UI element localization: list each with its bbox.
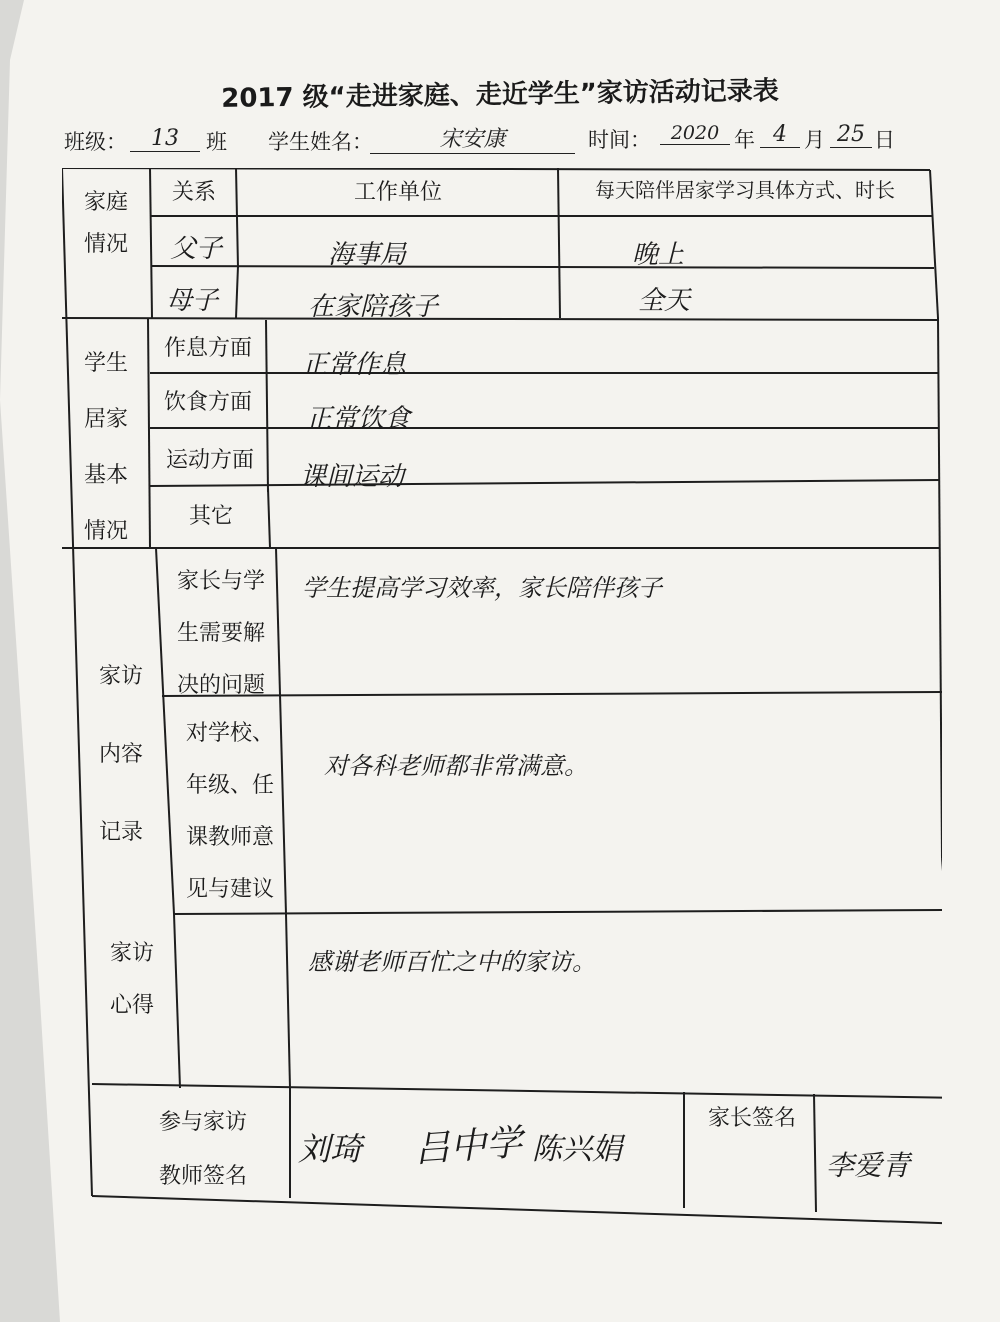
teacher-signature: 吕中学	[412, 1122, 524, 1171]
visit-record-form	[62, 168, 942, 1228]
year-value: 2020	[660, 122, 730, 145]
exercise-label: 运动方面	[165, 448, 254, 473]
relation-value: 父子	[170, 234, 223, 264]
teacher-signature: 刘琦	[298, 1130, 363, 1168]
work-unit-value: 海事局	[328, 240, 407, 270]
exercise-value: 课间运动	[300, 462, 405, 492]
insight-label: 家访 心得	[109, 941, 154, 1018]
insight-value: 感谢老师百忙之中的家访。	[308, 948, 596, 976]
class-suffix: 班	[206, 130, 227, 154]
opinion-label: 对学校、 年级、任 课教师意 见与建议	[185, 721, 274, 902]
visit-section-label: 家访 内容 记录	[98, 664, 143, 845]
routine-label: 作息方面	[163, 336, 252, 361]
relation-value: 母子	[166, 286, 219, 316]
class-label: 班级：	[64, 130, 127, 154]
class-value: 13	[130, 126, 200, 152]
teacher-signature-label: 参与家访 教师签名	[158, 1110, 247, 1189]
month-value: 4	[760, 122, 800, 148]
parent-signature: 李爱青	[826, 1149, 911, 1182]
problems-value: 学生提高学习效率，家长陪伴孩子	[302, 574, 662, 602]
accompany-method-header: 每天陪伴居家学习具体方式、时长	[595, 178, 895, 202]
family-section-label: 家庭 情况	[83, 190, 128, 257]
form-title: 2017 级“走进家庭、走近学生”家访活动记录表	[221, 76, 780, 114]
opinion-value: 对各科老师都非常满意。	[324, 752, 588, 780]
diet-label: 饮食方面	[163, 390, 252, 415]
other-label: 其它	[188, 504, 233, 529]
day-suffix: 日	[874, 128, 895, 152]
student-name-value: 宋安康	[370, 122, 575, 154]
work-unit-value: 在家陪孩子	[308, 292, 439, 322]
student-name-label: 学生姓名：	[268, 130, 373, 154]
home-section-label: 学生 居家 基本 情况	[83, 351, 128, 544]
accompany-value: 全天	[638, 286, 691, 316]
time-label: 时间：	[588, 128, 651, 152]
problems-label: 家长与学 生需要解 决的问题	[176, 569, 265, 698]
day-value: 25	[830, 122, 872, 148]
teacher-signature: 陈兴娟	[532, 1132, 622, 1167]
routine-value: 正常作息	[302, 350, 407, 380]
year-suffix: 年	[734, 128, 755, 152]
month-suffix: 月	[804, 128, 825, 152]
parent-signature-label: 家长签名	[707, 1106, 796, 1131]
accompany-value: 晚上	[632, 240, 685, 270]
relation-header: 关系	[171, 180, 216, 205]
work-unit-header: 工作单位	[353, 180, 442, 205]
diet-value: 正常饮食	[306, 404, 411, 434]
